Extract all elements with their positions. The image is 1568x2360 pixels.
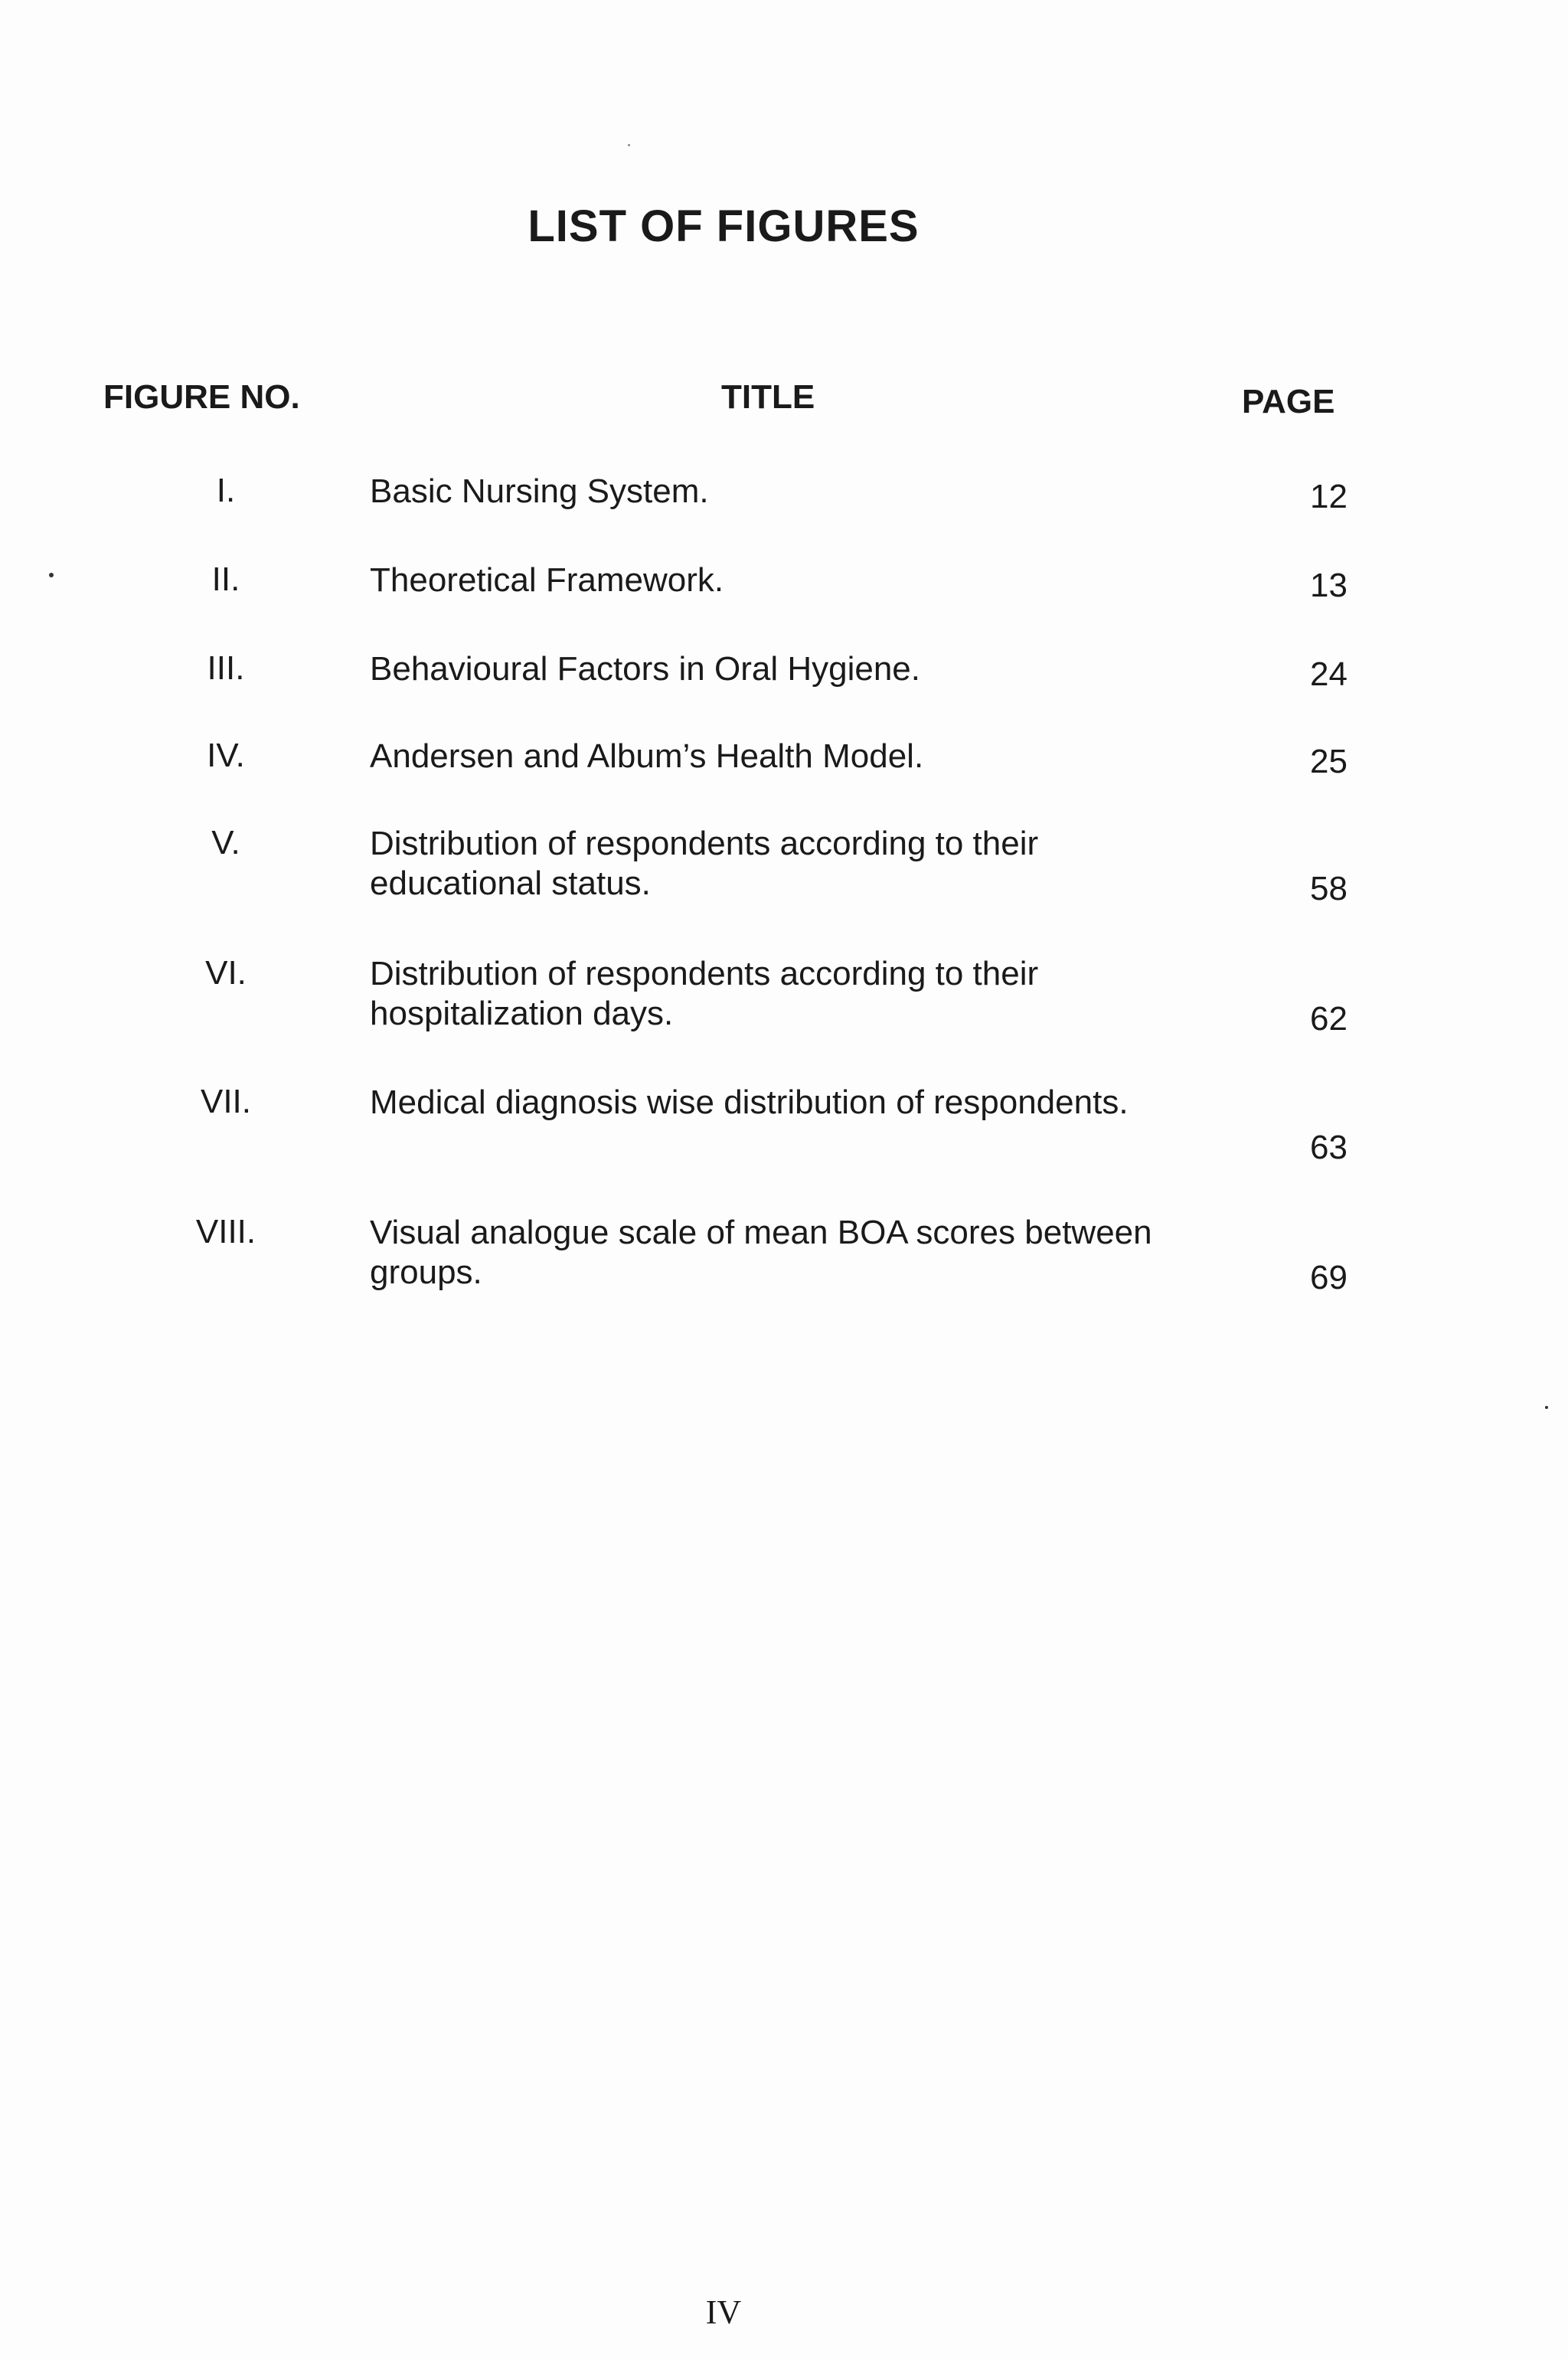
figure-title: Visual analogue scale of mean BOA scores between groups. (370, 1214, 1152, 1291)
figure-title: Theoretical Framework. (370, 561, 724, 599)
scan-speck (49, 573, 54, 577)
scan-speck (628, 144, 630, 146)
header-page: PAGE (1242, 383, 1335, 420)
header-figure-no: FIGURE NO. (103, 378, 300, 416)
figure-title: Andersen and Album’s Health Model. (370, 737, 924, 775)
figure-page: 24 (1310, 655, 1348, 693)
figure-page: 63 (1310, 1129, 1348, 1166)
figure-number: IV. (207, 737, 245, 774)
figure-page: 13 (1310, 567, 1348, 604)
scan-speck (1545, 1406, 1548, 1409)
figure-number: VIII. (195, 1213, 256, 1250)
figure-title: Basic Nursing System. (370, 472, 709, 510)
figure-page: 58 (1310, 870, 1348, 907)
figure-number: VII. (200, 1083, 252, 1120)
figure-title: Behavioural Factors in Oral Hygiene. (370, 650, 920, 688)
figure-number: V. (211, 824, 240, 861)
page-number: IV (705, 2293, 742, 2331)
figure-title: Medical diagnosis wise distribution of respondents. (370, 1084, 1129, 1121)
figure-number: II. (211, 561, 240, 598)
figure-number: III. (207, 649, 245, 687)
figure-number: VI. (205, 954, 247, 992)
figure-page: 62 (1310, 1000, 1348, 1038)
page-title: LIST OF FIGURES (528, 201, 920, 251)
figure-title: Distribution of respondents according to their educational status. (370, 825, 1039, 902)
header-title: TITLE (721, 378, 815, 416)
figure-number: I. (216, 472, 236, 509)
figure-title: Distribution of respondents according to their hospitalization days. (370, 955, 1039, 1032)
figure-page: 25 (1310, 743, 1348, 780)
figure-page: 69 (1310, 1259, 1348, 1296)
figure-page: 12 (1310, 478, 1348, 515)
